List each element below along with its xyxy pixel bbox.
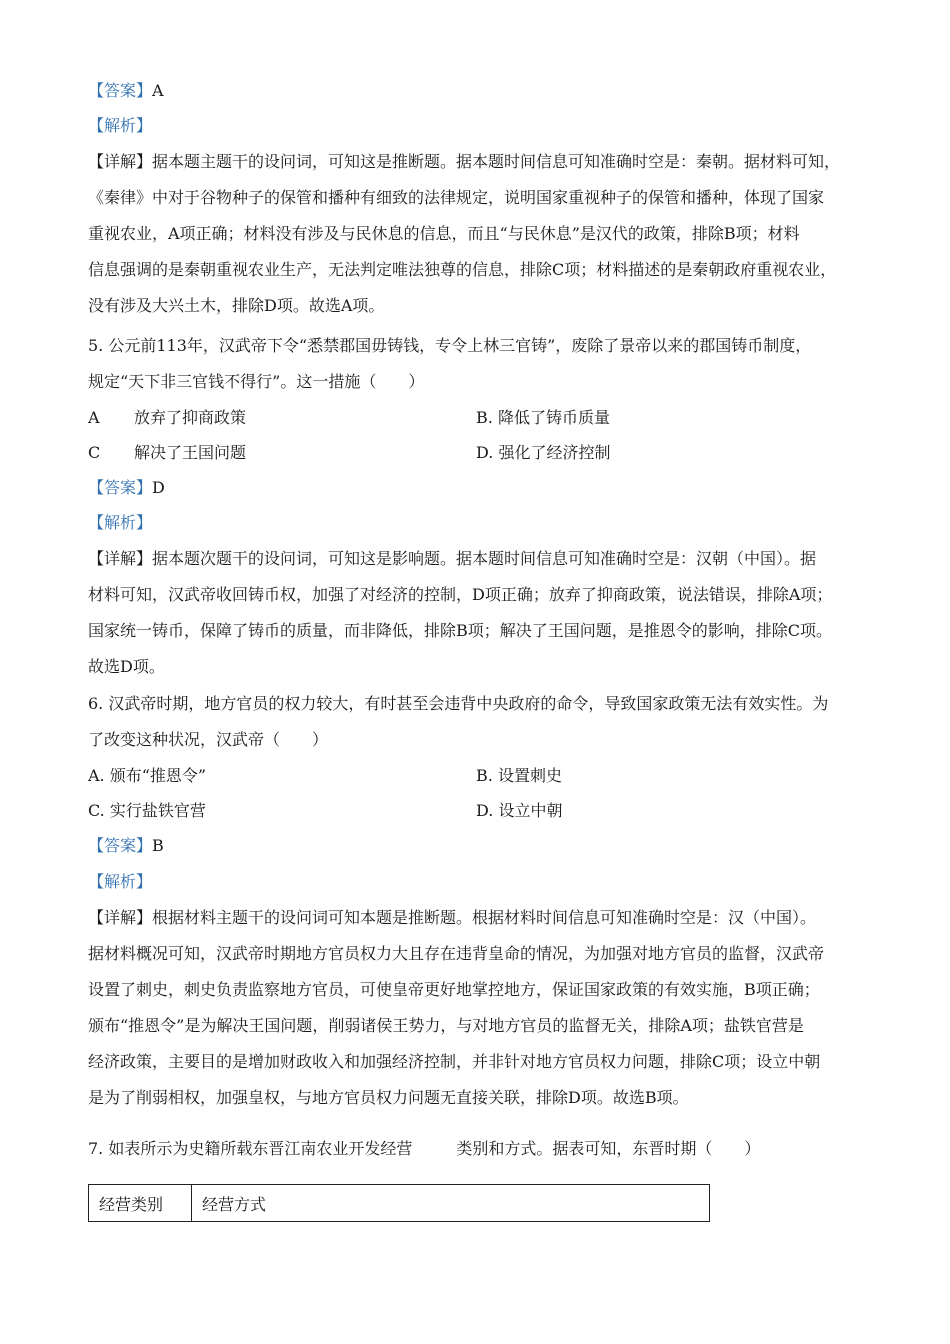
q6-detail-line-3: 设置了刺史，刺史负责监察地方官员，可使皇帝更好地掌控地方，保证国家政策的有效实施，B项正确； <box>88 980 820 999</box>
q7-stem: 7. 如表所示为史籍所载东晋江南农业开发经营 类别和方式。据表可知，东晋时期（ ） <box>88 1139 761 1158</box>
detail-label: 【详解】 <box>88 908 153 927</box>
table-header-method: 经营方式 <box>192 1185 710 1222</box>
q5-detail-line-4: 故选D项。 <box>88 657 165 676</box>
table-row <box>89 1185 710 1222</box>
answer-label: 【答案】 <box>88 836 153 855</box>
q6-detail-line-5: 经济政策，主要目的是增加财政收入和加强经济控制，并非针对地方官员权力问题，排除C项；设立中朝 <box>88 1052 821 1071</box>
q7-table <box>88 1184 710 1222</box>
q5-analysis-line <box>88 511 880 535</box>
q4-detail-line-4: 信息强调的是秦朝重视农业生产，无法判定唯法独尊的信息，排除C项；材料描述的是秦朝政府重视农业， <box>88 260 837 279</box>
q4-detail-line-1: 【详解】据本题主题干的设问词，可知这是推断题。据本题时间信息可知准确时空是：秦朝。据材料可知， <box>88 152 841 171</box>
q5-stem-line-1: 5. 公元前113年，汉武帝下令“悉禁郡国毋铸钱，专令上林三官铸”，废除了景帝以来的郡国铸币制度， <box>88 336 812 355</box>
q5-detail-line-1: 【详解】据本题次题干的设问词，可知这是影响题。据本题时间信息可知准确时空是：汉朝（中国）。据 <box>88 549 817 568</box>
q6-detail-line-2: 据材料概况可知，汉武帝时期地方官员权力大且存在违背皇命的情况，为加强对地方官员的监督，汉武帝 <box>88 944 825 963</box>
q4-answer-line <box>88 79 880 103</box>
q4-analysis-line <box>88 114 880 138</box>
q5-stem-line-2: 规定“天下非三官钱不得行”。这一措施（ ） <box>88 372 425 391</box>
q5-option-a[interactable]: A 放弃了抑商政策 <box>88 408 247 427</box>
q5-option-b[interactable]: B. 降低了铸币质量 <box>476 408 610 427</box>
q6-option-b[interactable]: B. 设置刺史 <box>476 766 562 785</box>
q4-detail-line-3: 重视农业，A项正确；材料没有涉及与民休息的信息，而且“与民休息”是汉代的政策，排除B项；材料 <box>88 224 800 243</box>
answer-label: 【答案】 <box>88 478 153 497</box>
q5-option-d[interactable]: D. 强化了经济控制 <box>476 443 611 462</box>
q5-answer-line <box>88 476 880 500</box>
analysis-label: 【解析】 <box>88 116 153 135</box>
analysis-label: 【解析】 <box>88 513 153 532</box>
detail-label: 【详解】 <box>88 549 153 568</box>
q6-option-c[interactable]: C. 实行盐铁官营 <box>88 801 206 820</box>
q5-answer: D <box>152 478 165 497</box>
analysis-label: 【解析】 <box>88 872 153 891</box>
q6-option-d[interactable]: D. 设立中朝 <box>476 801 563 820</box>
q6-detail-line-4: 颁布“推恩令”是为解决王国问题，削弱诸侯王势力，与对地方官员的监督无关，排除A项；盐铁官营是 <box>88 1016 804 1035</box>
q6-analysis-line <box>88 870 880 894</box>
q5-option-c[interactable]: C 解决了王国问题 <box>88 443 247 462</box>
q6-answer-line <box>88 834 880 858</box>
q5-detail-line-3: 国家统一铸币，保障了铸币的质量，而非降低，排除B项；解决了王国问题，是推恩令的影响，排除C项。 <box>88 621 833 640</box>
q5-detail-line-2: 材料可知，汉武帝收回铸币权，加强了对经济的控制，D项正确；放弃了抑商政策，说法错误，排除A项； <box>88 585 833 604</box>
table-header-category: 经营类别 <box>89 1185 192 1222</box>
q6-stem-line-1: 6. 汉武帝时期，地方官员的权力较大，有时甚至会违背中央政府的命令，导致国家政策无法有效实性。为 <box>88 694 829 713</box>
q6-detail-line-6: 是为了削弱相权，加强皇权，与地方官员权力问题无直接关联，排除D项。故选B项。 <box>88 1088 689 1107</box>
q4-detail-line-2: 《秦律》中对于谷物种子的保管和播种有细致的法律规定，说明国家重视种子的保管和播种，体现了国家 <box>88 188 825 207</box>
q6-detail-line-1: 【详解】根据材料主题干的设问词可知本题是推断题。根据材料时间信息可知准确时空是：汉（中国）。 <box>88 908 817 927</box>
q6-option-a[interactable]: A. 颁布“推恩令” <box>88 766 207 785</box>
q6-stem-line-2: 了改变这种状况，汉武帝（ ） <box>88 730 329 749</box>
detail-label: 【详解】 <box>88 152 153 171</box>
q6-answer: B <box>152 836 164 855</box>
q4-detail-line-5: 没有涉及大兴土木，排除D项。故选A项。 <box>88 296 385 315</box>
q4-answer: A <box>152 81 164 100</box>
answer-label: 【答案】 <box>88 81 153 100</box>
